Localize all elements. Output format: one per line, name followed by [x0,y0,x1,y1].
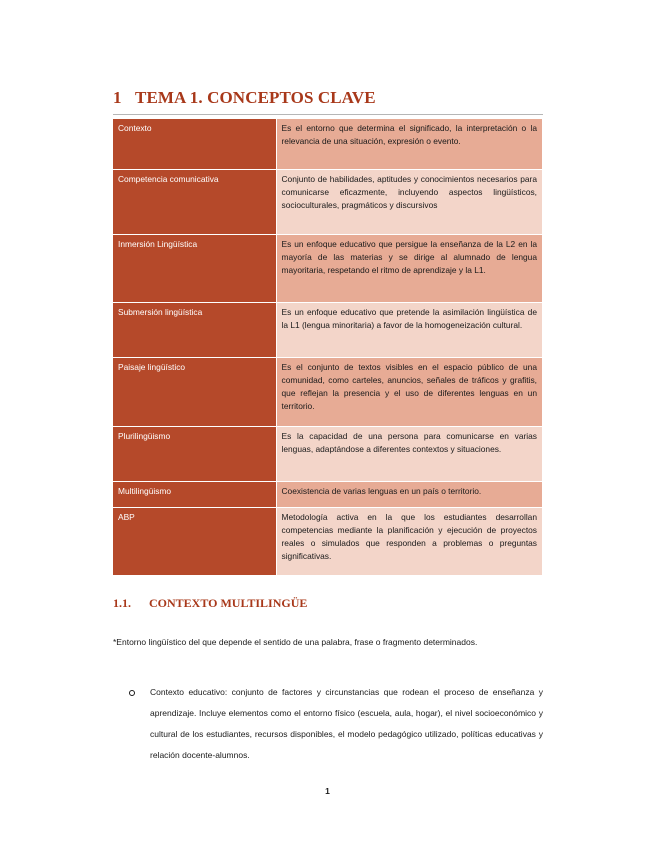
term-cell: Contexto [113,119,276,169]
bullet-list [127,682,543,766]
heading-rule [113,114,543,115]
definition-cell: Metodología activa en la que los estudiantes desarrollan competencias mediante la planificación y ejecución de proyectos reales o simulados que responden a problemas o preguntas significativas. [276,507,542,575]
definition-cell: Es un enfoque educativo que pretende la asimilación lingüística de la L1 (lengua minoritaria) a favor de la homogeneización cultural. [276,302,542,357]
term-cell: Multilingüismo [113,481,276,507]
list-item-text: Contexto educativo: conjunto de factores y circunstancias que rodean el proceso de enseñanza y aprendizaje. Incluye elementos como el entorno físico (escuela, aula, hogar), el nivel socioeconómico y cultural de los estudiantes, recursos disponibles, el modelo pedagógico utilizado, políticas educativas y relación docente-alumnos. [150,687,543,760]
section-title: CONTEXTO MULTILINGÜE [149,596,308,610]
chapter-heading [113,88,543,108]
term-cell: ABP [113,507,276,575]
table-row [113,357,542,426]
chapter-number: 1 [113,88,122,107]
table-row [113,169,542,234]
table-row [113,119,542,169]
term-cell: Competencia comunicativa [113,169,276,234]
chapter-title: TEMA 1. CONCEPTOS CLAVE [135,88,376,107]
page-number: 1 [325,786,330,796]
definition-cell: Es la capacidad de una persona para comunicarse en varias lenguas, adaptándose a diferentes contextos y situaciones. [276,426,542,481]
definition-cell: Es el entorno que determina el significado, la interpretación o la relevancia de una situación, expresión o evento. [276,119,542,169]
definition-cell: Es un enfoque educativo que persigue la enseñanza de la L2 en la mayoría de las materias y se dirige al alumnado de lengua mayoritaria, respetando el ritmo de aprendizaje y la L1. [276,234,542,302]
definition-cell: Conjunto de habilidades, aptitudes y conocimientos necesarios para comunicarse eficazmente, incluyendo aspectos lingüísticos, socioculturales, pragmáticos y discursivos [276,169,542,234]
table-row [113,302,542,357]
intro-paragraph: *Entorno lingüístico del que depende el sentido de una palabra, frase o fragmento determinados. [113,637,478,647]
table-row [113,234,542,302]
term-cell: Paisaje lingüístico [113,357,276,426]
hollow-circle-bullet-icon [129,690,135,696]
table-row [113,507,542,575]
section-heading [113,596,307,611]
table-row [113,426,542,481]
term-cell: Submersión lingüística [113,302,276,357]
glossary-table [113,119,542,576]
term-cell: Inmersión Lingüística [113,234,276,302]
term-cell: Plurilingüismo [113,426,276,481]
definition-cell: Coexistencia de varias lenguas en un país o territorio. [276,481,542,507]
section-number: 1.1. [113,596,131,610]
list-item [127,682,543,766]
table-row [113,481,542,507]
definition-cell: Es el conjunto de textos visibles en el espacio público de una comunidad, como carteles, anuncios, señales de tráficos y grafitis, que reflejan la presencia y el uso de diferentes lenguas en un territorio. [276,357,542,426]
